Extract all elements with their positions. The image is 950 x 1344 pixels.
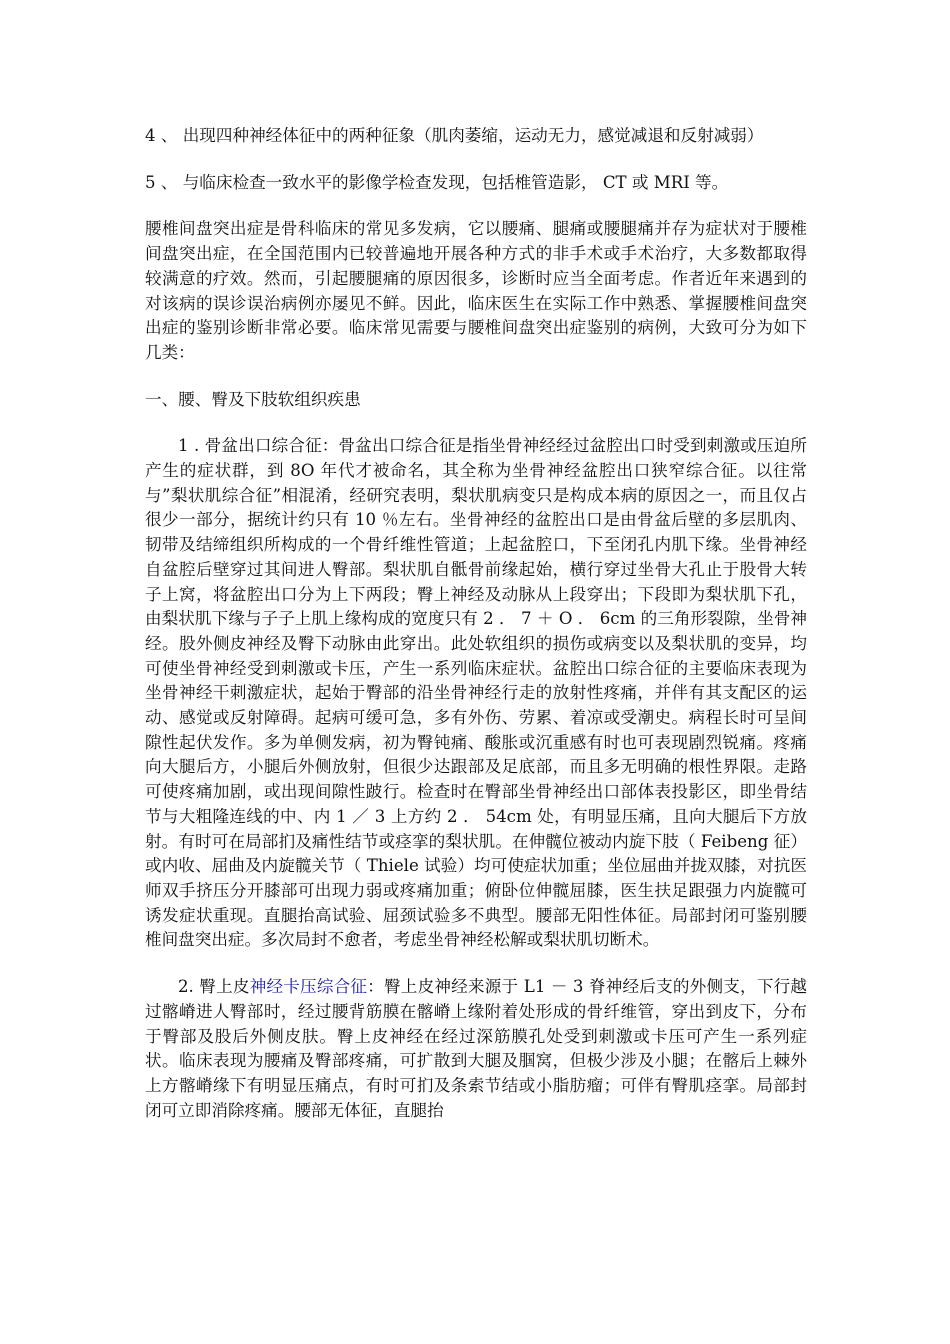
section-heading: 一、腰、臀及下肢软组织疾患 xyxy=(145,389,361,409)
superior-cluneal-nerve-paragraph xyxy=(145,975,807,1123)
list-item-4: 4 、 出现四种神经体征中的两种征象（肌肉萎缩，运动无力，感觉减退和反射减弱） xyxy=(145,126,764,145)
pelvic-outlet-syndrome-paragraph: 1 . 骨盆出口综合征：骨盆出口综合征是指坐骨神经经过盆腔出口时受到刺激或压迫所产生的症状群，到 8O 年代才被命名，其全称为坐骨神经盆腔出口狭窄综合征。以往常与”梨状肌综合征”相混淆，经研究表明，梨状肌病变只是构成本病的原因之一，而且仅占很少一部分，据统计约只有 10 ％左右。坐骨神经的盆腔出口是由骨盆后壁的多层肌肉、韧带及结缔组织所构成的一个骨纤维性管道；上起盆腔口，下至闭孔内肌下缘。坐骨神经自盆腔后壁穿过其间进人臀部。梨状肌自骶骨前缘起始，横行穿过坐骨大孔止于股骨大转子上窝，将盆腔出口分为上下两段；臀上神经及动脉从上段穿出；下段即为梨状肌下孔，由梨状肌下缘与子子上肌上缘构成的宽度只有 2 ． 7 ＋ O ． 6cm 的三角形裂隙，坐骨神经。股外侧皮神经及臀下动脉由此穿出。此处软组织的损伤或病变以及梨状肌的变异，均可使坐骨神经受到刺激或卡压，产生一系列临床症状。盆腔出口综合征的主要临床表现为坐骨神经干刺激症状，起始于臀部的沿坐骨神经行走的放射性疼痛，并伴有其支配区的运动、感觉或反射障碍。起病可缓可急，多有外伤、劳累、着凉或受潮史。病程长时可呈间隙性起伏发作。多为单侧发病，初为臀钝痛、酸胀或沉重感有时也可表现剧烈锐痛。疼痛向大腿后方，小腿后外侧放射，但很少达跟部及足底部，而且多无明确的根性界限。走路可使疼痛加剧，或出现间隙性跛行。检查时在臀部坐骨神经出口部体表投影区，即坐骨结节与大粗隆连线的中、内 1 ／ 3 上方约 2 ． 54cm 处，有明显压痛，且向大腿后下方放射。有时可在局部扪及痛性结节或痉挛的梨状肌。在伸髋位被动内旋下肢（ Feibeng 征）或内收、屈曲及内旋髋关节（ Thiele 试验）均可使症状加重；坐位屈曲并拢双膝，对抗医师双手挤压分开膝部可出现力弱或疼痛加重；俯卧位伸髋屈膝，医生扶足跟强力内旋髋可诱发症状重现。直腿抬高试验、屈颈试验多不典型。腰部无阳性体征。局部封闭可鉴别腰椎间盘突出症。多次局封不愈者，考虑坐骨神经松解或梨状肌切断术。 xyxy=(145,436,807,950)
document-page xyxy=(145,124,807,1145)
intro-paragraph: 腰椎间盘突出症是骨科临床的常见多发病，它以腰痛、腿痛或腰腿痛并存为症状对于腰椎间盘突出症，在全国范围内已较普遍地开展各种方式的非手术或手术治疗，大多数都取得较满意的疗效。然而，引起腰腿痛的原因很多，诊断时应当全面考虑。作者近年来遇到的对该病的误诊误治病例亦屡见不鲜。因此，临床医生在实际工作中熟悉、掌握腰椎间盘突出症的鉴别诊断非常必要。临床常见需要与腰椎间盘突出症鉴别的病例，大致可分为如下几类： xyxy=(145,219,807,362)
paragraph-body: ：臀上皮神经来源于 L1 － 3 脊神经后支的外侧支，下行越过髂嵴进人臀部时，经过腰背筋膜在髂嵴上缘附着处形成的骨纤维管，穿出到皮下，分布于臀部及股后外侧皮肤。臀上皮神经在经过深筋膜孔处受到刺激或卡压可产生一系列症状。临床表现为腰痛及臀部疼痛，可扩散到大腿及腘窝，但极少涉及小腿；在髂后上棘外上方髂嵴缘下有明显压痛点，有时可扪及条索节结或小脂肪瘤；可伴有臀肌痉挛。局部封闭可立即消除疼痛。腰部无体征，直腿抬 xyxy=(145,977,808,1120)
list-item-5: 5 、 与临床检查一致水平的影像学检查发现，包括椎管造影， CT 或 MRI 等。 xyxy=(145,172,729,192)
nerve-entrapment-syndrome-link[interactable]: 神经卡压综合征 xyxy=(249,977,368,997)
paragraph-prefix: 2. 臀上皮 xyxy=(178,977,250,997)
